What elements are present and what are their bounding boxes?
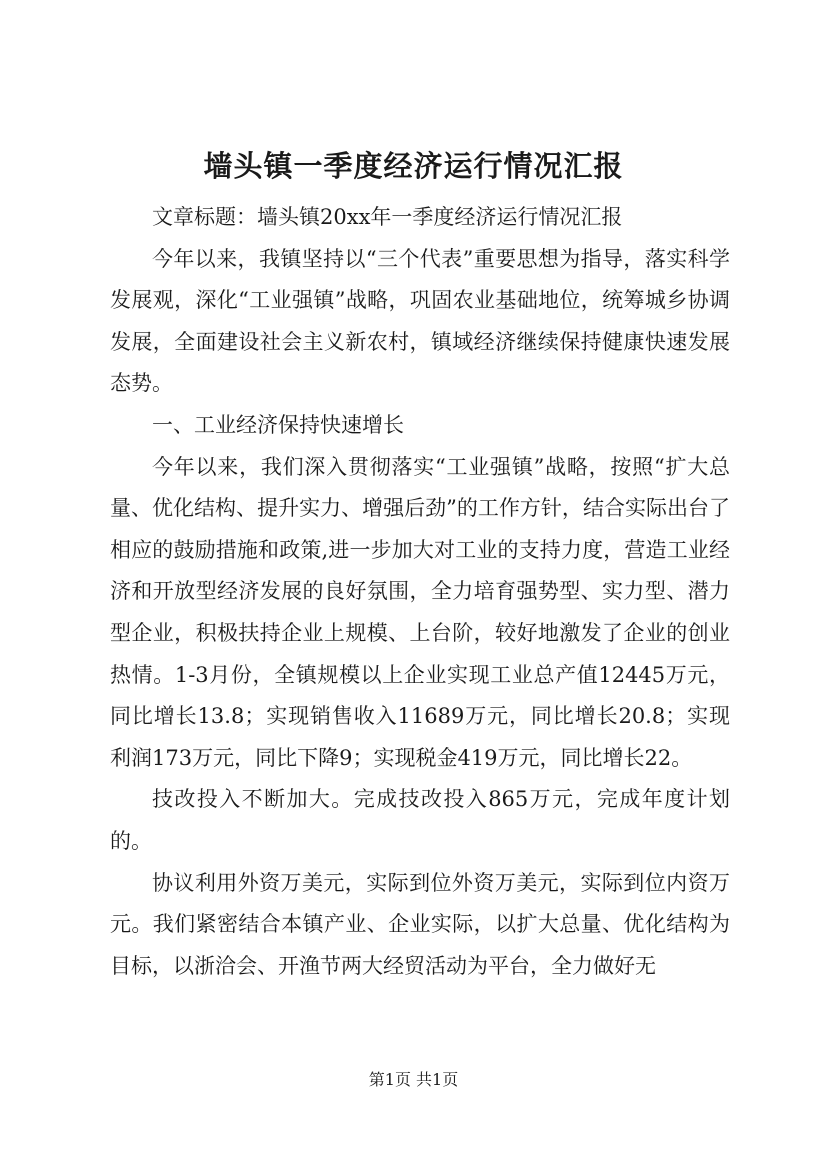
- page-footer: 第1页 共1页: [368, 1070, 459, 1089]
- intro-paragraph: 今年以来，我镇坚持以“三个代表”重要思想为指导，落实科学发展观，深化“工业强镇”战略，巩固农业基础地位，统筹城乡协调发展，全面建设社会主义新农村，镇域经济继续保持健康快速发展态势。: [110, 246, 730, 396]
- industry-paragraph: 今年以来，我们深入贯彻落实“工业强镇”战略，按照“扩大总量、优化结构、提升实力、增强后劲”的工作方针，结合实际出台了相应的鼓励措施和政策,进一步加大对工业的支持力度，营造工业经济和开放型经济发展的良好氛围，全力培育强势型、实力型、潜力型企业，积极扶持企业上规模、上台阶，较好地激发了企业的创业热情。1-3月份，全镇规模以上企业实现工业总产值12445万元，同比增长13.8；实现销售收入11689万元，同比增长20.8；实现利润173万元，同比下降9；实现税金419万元，同比增长22。: [110, 454, 730, 770]
- document-title: 墙头镇一季度经济运行情况汇报: [203, 149, 624, 183]
- article-title-line: 文章标题：墙头镇20xx年一季度经济运行情况汇报: [152, 205, 623, 229]
- tech-investment-paragraph: 技改投入不断加大。完成技改投入865万元，完成年度计划的。: [110, 787, 730, 853]
- document-body: [110, 197, 730, 987]
- foreign-investment-paragraph: 协议利用外资万美元，实际到位外资万美元，实际到位内资万元。我们紧密结合本镇产业、企业实际，以扩大总量、优化结构为目标，以浙洽会、开渔节两大经贸活动为平台，全力做好无: [110, 870, 730, 978]
- section-heading-industry: 一、工业经济保持快速增长: [152, 412, 404, 437]
